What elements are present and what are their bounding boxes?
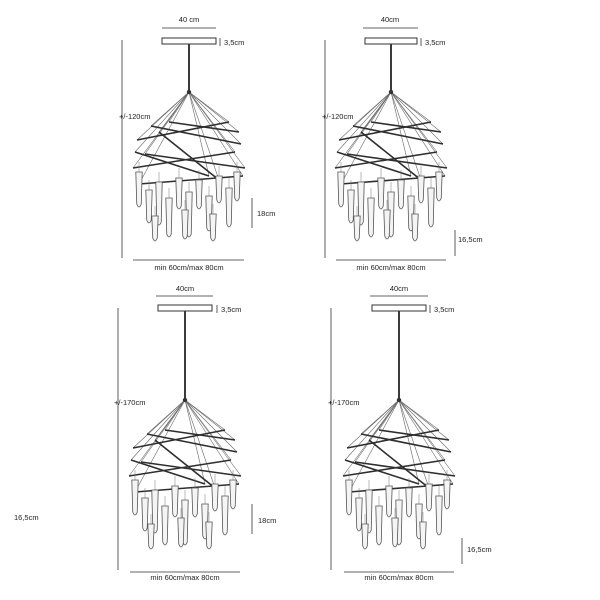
drop-label: 18cm bbox=[258, 516, 277, 525]
glass-drop bbox=[412, 214, 418, 241]
canopy-label: 3,5cm bbox=[434, 305, 455, 314]
glass-drop bbox=[368, 198, 374, 237]
glass-drop bbox=[392, 518, 398, 547]
fixture-arm bbox=[135, 484, 239, 492]
ceiling-canopy bbox=[162, 38, 216, 44]
fixture-arm bbox=[349, 484, 453, 492]
glass-drop bbox=[436, 172, 442, 201]
chandelier-fixture bbox=[343, 398, 455, 549]
glass-drop bbox=[230, 480, 236, 509]
suspension-wire bbox=[337, 92, 391, 152]
drop-label: 16,5cm bbox=[458, 235, 483, 244]
glass-drop bbox=[222, 496, 228, 535]
span-label: min 60cm/max 80cm bbox=[154, 263, 224, 272]
suspension-wire bbox=[185, 400, 237, 452]
height-label: +/-170cm bbox=[114, 398, 146, 407]
glass-drop bbox=[176, 178, 182, 209]
canopy-label: 3,5cm bbox=[425, 38, 446, 47]
ceiling-canopy bbox=[372, 305, 426, 311]
canopy-label: 3,5cm bbox=[221, 305, 242, 314]
suspension-wire bbox=[399, 400, 451, 452]
glass-drop bbox=[136, 172, 142, 207]
fixture-hub bbox=[389, 90, 393, 94]
glass-drop bbox=[378, 178, 384, 209]
glass-drop bbox=[426, 484, 432, 511]
glass-drop bbox=[196, 180, 202, 209]
drop-label: 16,5cm bbox=[467, 545, 492, 554]
glass-drop bbox=[182, 210, 188, 239]
fixture-arm bbox=[341, 176, 445, 184]
glass-drop bbox=[444, 480, 450, 509]
glass-drop bbox=[146, 190, 152, 223]
glass-drop bbox=[172, 486, 178, 517]
glass-drop bbox=[206, 522, 212, 549]
glass-drop bbox=[210, 214, 216, 241]
suspension-wire bbox=[345, 400, 399, 460]
ceiling-canopy bbox=[365, 38, 417, 44]
glass-drop bbox=[420, 522, 426, 549]
glass-drop bbox=[148, 524, 154, 549]
glass-drop bbox=[212, 484, 218, 511]
stray-dimension-label: 16,5cm bbox=[14, 513, 39, 522]
glass-drop bbox=[356, 498, 362, 531]
fixture-arm bbox=[139, 176, 243, 184]
suspension-wire bbox=[135, 92, 189, 152]
panel-3 bbox=[114, 284, 276, 582]
width-label: 40cm bbox=[175, 284, 195, 293]
span-label: min 60cm/max 80cm bbox=[356, 263, 426, 272]
panel-2 bbox=[322, 15, 483, 272]
glass-drop bbox=[418, 176, 424, 203]
suspension-wire bbox=[361, 92, 391, 132]
panel-1 bbox=[119, 15, 275, 272]
suspension-wire bbox=[131, 400, 185, 460]
glass-drop bbox=[436, 496, 442, 535]
ceiling-canopy bbox=[158, 305, 212, 311]
glass-drop bbox=[162, 506, 168, 545]
height-label: +/-170cm bbox=[328, 398, 360, 407]
fixture-hub bbox=[187, 90, 191, 94]
glass-drop bbox=[178, 518, 184, 547]
suspension-wire bbox=[155, 400, 185, 440]
width-label: 40cm bbox=[389, 284, 409, 293]
height-label: +/-120cm bbox=[322, 112, 354, 121]
glass-drop bbox=[192, 488, 198, 517]
canopy-label: 3,5cm bbox=[224, 38, 245, 47]
width-label: 40cm bbox=[380, 15, 400, 24]
span-label: min 60cm/max 80cm bbox=[364, 573, 434, 582]
glass-drop bbox=[226, 188, 232, 227]
suspension-wire bbox=[369, 400, 399, 440]
glass-drop bbox=[398, 180, 404, 209]
glass-drop bbox=[384, 210, 390, 239]
height-label: +/-120cm bbox=[119, 112, 151, 121]
glass-drop bbox=[354, 216, 360, 241]
fixture-hub bbox=[183, 398, 187, 402]
glass-drop bbox=[362, 524, 368, 549]
glass-drop bbox=[428, 188, 434, 227]
chandelier-fixture bbox=[129, 398, 241, 549]
glass-drop bbox=[406, 488, 412, 517]
suspension-wire bbox=[159, 92, 189, 132]
fixture-hub bbox=[397, 398, 401, 402]
glass-drop bbox=[348, 190, 354, 223]
drop-label: 18cm bbox=[257, 209, 276, 218]
suspension-wire bbox=[391, 92, 443, 144]
glass-drop bbox=[166, 198, 172, 237]
glass-drop bbox=[376, 506, 382, 545]
width-label: 40 cm bbox=[178, 15, 200, 24]
glass-drop bbox=[338, 172, 344, 207]
panel-4 bbox=[328, 284, 492, 582]
glass-drop bbox=[152, 216, 158, 241]
glass-drop bbox=[132, 480, 138, 515]
glass-drop bbox=[142, 498, 148, 531]
glass-drop bbox=[216, 176, 222, 203]
suspension-wire bbox=[189, 92, 241, 144]
span-label: min 60cm/max 80cm bbox=[150, 573, 220, 582]
glass-drop bbox=[386, 486, 392, 517]
glass-drop bbox=[346, 480, 352, 515]
glass-drop bbox=[234, 172, 240, 201]
